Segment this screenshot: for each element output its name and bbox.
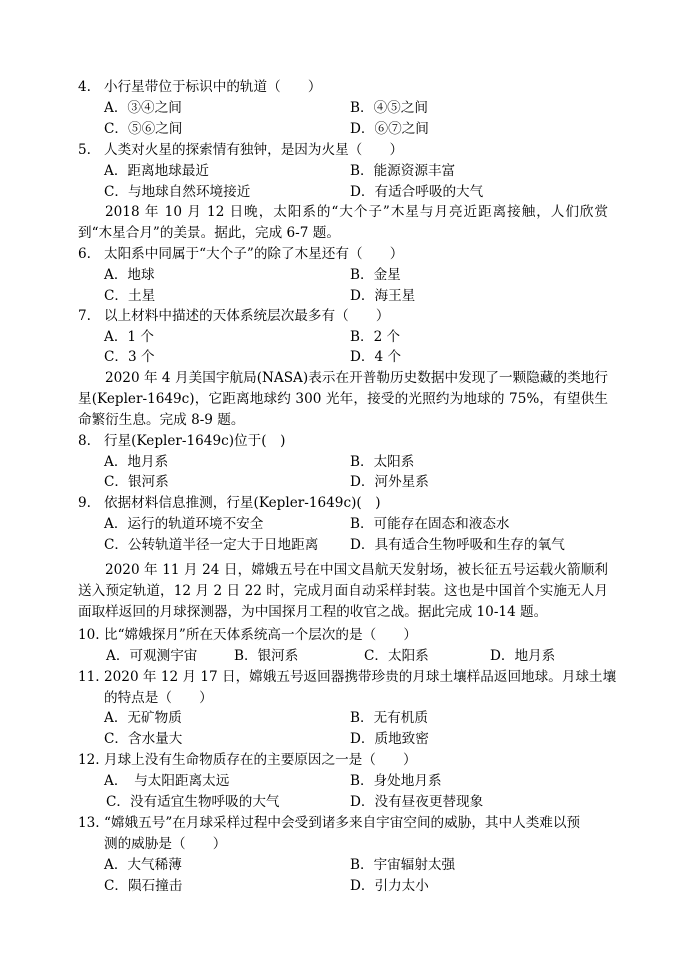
option-c: C．没有适宜生物呼吸的大气 (106, 794, 280, 810)
question-stem: 比“嫦娥探月”所在天体系统高一个层次的是（ ） (104, 627, 417, 643)
option-d: D．具有适合生物呼吸和生存的氧气 (350, 537, 565, 553)
question-10 (78, 625, 417, 645)
material-passage-3: 2020 年 11 月 24 日，嫦娥五号在中国文昌航天发射场，被长征五号运载火箭顺利送入预定轨道，12 月 2 日 22 时，完成月面自动采样封装。这也是中国首个实施无人月面取样返回的月球探测器，为中国探月工程的收官之战。据此完成 10-14 题。 (78, 562, 608, 620)
option-a: A． 与太阳距离太远 (104, 773, 230, 789)
option-a: A．大气稀薄 (104, 857, 182, 873)
question-9 (78, 493, 381, 513)
option-b: B．银河系 (234, 648, 299, 664)
question-7 (78, 306, 389, 326)
option-b: B．身处地月系 (350, 773, 442, 789)
question-number: 9. (78, 495, 91, 511)
question-number: 6. (78, 246, 91, 262)
question-4 (78, 77, 322, 97)
option-d: D．海王星 (350, 288, 416, 304)
option-d: D．⑥⑦之间 (350, 121, 429, 137)
question-number: 5. (78, 142, 91, 158)
option-b: B．无有机质 (350, 710, 428, 726)
question-12 (78, 750, 417, 770)
option-c: C．公转轨道半径一定大于日地距离 (104, 537, 319, 553)
option-b: B．④⑤之间 (350, 100, 428, 116)
question-stem: 月球上没有生命物质存在的主要原因之一是（ ） (104, 752, 417, 768)
question-13 (78, 813, 580, 833)
question-stem-continued: 的特点是（ ） (104, 690, 213, 706)
option-c: C．银河系 (104, 474, 169, 490)
option-d: D．质地致密 (350, 731, 429, 747)
question-stem: 人类对火星的探索情有独钟，是因为火星（ ） (104, 142, 404, 158)
question-number: 13. (78, 815, 100, 831)
option-d: D．有适合呼吸的大气 (350, 184, 484, 200)
material-passage-1: 2018 年 10 月 12 日晚，太阳系的“大个子”木星与月亮近距离接触，人们欣赏到“木星合月”的美景。据此，完成 6-7 题。 (78, 204, 608, 241)
option-c: C．与地球自然环境接近 (104, 184, 251, 200)
option-a: A．可观测宇宙 (106, 648, 198, 664)
option-b: B．太阳系 (350, 454, 415, 470)
option-d: D．4 个 (350, 349, 402, 365)
question-number: 8. (78, 433, 91, 449)
option-a: A．③④之间 (104, 100, 182, 116)
option-a: A．运行的轨道环境不安全 (104, 516, 264, 532)
option-c: C．3 个 (104, 349, 155, 365)
option-c: C．土星 (104, 288, 156, 304)
option-c: C．太阳系 (364, 648, 429, 664)
question-stem: “嫦娥五号”在月球采样过程中会受到诸多来自宇宙空间的威胁，其中人类难以预 (104, 815, 581, 831)
question-stem: 以上材料中描述的天体系统层次最多有（ ） (104, 308, 390, 324)
question-number: 4. (78, 79, 91, 95)
question-stem: 小行星带位于标识中的轨道（ ） (104, 79, 322, 95)
question-6 (78, 244, 403, 264)
question-5 (78, 140, 403, 160)
option-b: B．能源资源丰富 (350, 163, 456, 179)
option-c: C．含水量大 (104, 731, 183, 747)
option-d: D．河外星系 (350, 474, 429, 490)
option-a: A．无矿物质 (104, 710, 182, 726)
option-d: D．地月系 (490, 648, 556, 664)
question-11 (78, 667, 616, 687)
question-stem: 行星(Kepler-1649c)位于( ) (104, 433, 286, 449)
question-number: 10. (78, 627, 100, 643)
question-number: 7. (78, 308, 91, 324)
option-a: A．1 个 (104, 329, 154, 345)
question-stem: 太阳系中同属于“大个子”的除了木星还有（ ） (104, 246, 404, 262)
question-stem-continued: 测的威胁是（ ） (104, 836, 227, 852)
option-a: A．地球 (104, 267, 155, 283)
option-a: A．地月系 (104, 454, 169, 470)
option-b: B．2 个 (350, 329, 401, 345)
option-a: A．距离地球最近 (104, 163, 209, 179)
question-stem: 依据材料信息推测，行星(Kepler-1649c)( ) (104, 495, 381, 511)
option-b: B．金星 (350, 267, 401, 283)
question-number: 12. (78, 752, 100, 768)
option-b: B．可能存在固态和液态水 (350, 516, 510, 532)
question-stem: 2020 年 12 月 17 日，嫦娥五号返回器携带珍贵的月球土壤样品返回地球。月球土壤 (104, 669, 617, 685)
option-d: D．没有昼夜更替现象 (350, 794, 484, 810)
option-b: B．宇宙辐射太强 (350, 857, 456, 873)
material-passage-2: 2020 年 4 月美国宇航局(NASA)表示在开普勒历史数据中发现了一颗隐藏的类地行星(Kepler-1649c)，它距离地球约 300 光年，接受的光照约为地球的 75%，有望供生命繁衍生息。完成 8-9 题。 (78, 370, 608, 428)
option-c: C．⑤⑥之间 (104, 121, 183, 137)
option-c: C．陨石撞击 (104, 878, 183, 894)
question-number: 11. (78, 669, 100, 685)
question-8 (78, 431, 285, 451)
option-d: D．引力太小 (350, 878, 429, 894)
